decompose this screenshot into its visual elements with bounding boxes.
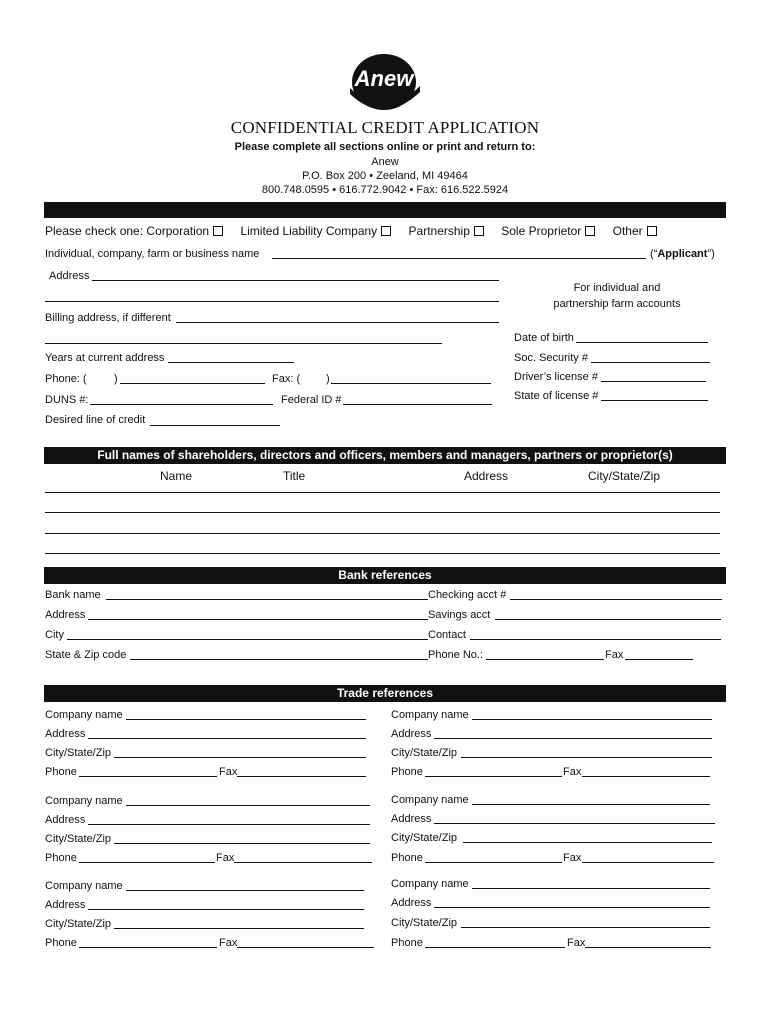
trade-5-address-field[interactable] <box>88 909 364 910</box>
trade-1-phone-label: Phone <box>45 766 77 778</box>
trade-3-phone-field[interactable] <box>79 862 215 863</box>
years-label: Years at current address <box>45 352 165 364</box>
trade-2-city-label: City/State/Zip <box>391 747 458 759</box>
years-field[interactable] <box>168 362 294 363</box>
bank-phone-field[interactable] <box>486 659 604 660</box>
state-license-field[interactable] <box>601 400 708 401</box>
column-title: Title <box>283 469 306 483</box>
trade-6-address-label: Address <box>391 897 432 909</box>
entity-option-sole-proprietor: Sole Proprietor <box>501 224 582 238</box>
entity-option-llc: Limited Liability Company <box>240 224 378 238</box>
trade-2-phone-field[interactable] <box>425 776 562 777</box>
trade-3-city-field[interactable] <box>114 843 370 844</box>
trade-4-company-field[interactable] <box>472 804 710 805</box>
trade-4-phone-label: Phone <box>391 852 423 864</box>
bank-state-zip-field[interactable] <box>130 659 428 660</box>
trade-2-company-field[interactable] <box>472 719 712 720</box>
trade-6-fax-label: Fax <box>567 937 586 949</box>
bank-fax-label: Fax <box>605 649 624 661</box>
trade-6-city-field[interactable] <box>461 927 710 928</box>
officer-row-2[interactable] <box>45 512 720 513</box>
bank-state-zip-label: State & Zip code <box>45 649 127 661</box>
checkbox-partnership[interactable] <box>474 226 484 236</box>
company-address: P.O. Box 200 • Zeeland, MI 49464 <box>302 170 468 182</box>
federal-id-label: Federal ID # <box>281 394 342 406</box>
trade-1-fax-field[interactable] <box>237 776 366 777</box>
state-license-label: State of license # <box>514 390 599 402</box>
phone-field[interactable] <box>120 383 265 384</box>
anew-logo <box>340 52 422 120</box>
entity-option-other: Other <box>612 224 643 238</box>
trade-6-fax-field[interactable] <box>585 947 711 948</box>
trade-1-city-label: City/State/Zip <box>45 747 112 759</box>
trade-3-city-label: City/State/Zip <box>45 833 112 845</box>
bank-header: Bank references <box>44 567 726 584</box>
trade-1-city-field[interactable] <box>114 757 366 758</box>
trade-5-address-label: Address <box>45 899 86 911</box>
checkbox-sole-proprietor[interactable] <box>585 226 595 236</box>
trade-4-address-field[interactable] <box>434 823 715 824</box>
trade-6-company-field[interactable] <box>472 888 710 889</box>
trade-5-city-label: City/State/Zip <box>45 918 112 930</box>
trade-5-city-field[interactable] <box>114 928 364 929</box>
instructions: Please complete all sections online or print and return to: <box>234 141 536 153</box>
trade-3-company-label: Company name <box>45 795 123 807</box>
checkbox-other[interactable] <box>647 226 657 236</box>
company-phones: 800.748.0595 • 616.772.9042 • Fax: 616.522.5924 <box>261 184 509 196</box>
trade-1-company-label: Company name <box>45 709 123 721</box>
trade-6-company-label: Company name <box>391 878 469 890</box>
section-divider <box>44 202 726 218</box>
trade-4-fax-label: Fax <box>563 852 582 864</box>
bank-address-field[interactable] <box>88 619 428 620</box>
trade-4-city-label: City/State/Zip <box>391 832 458 844</box>
trade-1-phone-field[interactable] <box>79 776 217 777</box>
trade-5-phone-field[interactable] <box>79 947 217 948</box>
ssn-label: Soc. Security # <box>514 352 588 364</box>
trade-5-fax-field[interactable] <box>237 947 374 948</box>
bank-city-field[interactable] <box>67 639 428 640</box>
trade-2-fax-field[interactable] <box>582 776 710 777</box>
fax-field[interactable] <box>331 383 491 384</box>
contact-label: Contact <box>428 629 466 641</box>
business-name-field[interactable] <box>272 258 646 259</box>
trade-2-address-field[interactable] <box>434 738 712 739</box>
bank-address-label: Address <box>45 609 86 621</box>
trade-2-fax-label: Fax <box>563 766 582 778</box>
duns-field[interactable] <box>90 404 273 405</box>
officer-row-4[interactable] <box>45 553 720 554</box>
drivers-license-label: Driver’s license # <box>514 371 598 383</box>
trade-2-phone-label: Phone <box>391 766 423 778</box>
trade-2-company-label: Company name <box>391 709 469 721</box>
trade-4-phone-field[interactable] <box>425 862 562 863</box>
column-city-state-zip: City/State/Zip <box>588 469 661 483</box>
ssn-field[interactable] <box>591 362 710 363</box>
trade-3-fax-field[interactable] <box>234 862 372 863</box>
checkbox-llc[interactable] <box>381 226 391 236</box>
credit-line-label: Desired line of credit <box>45 414 146 426</box>
savings-label: Savings acct <box>428 609 491 621</box>
checking-field[interactable] <box>510 599 722 600</box>
logo-graphic <box>340 52 422 120</box>
duns-label: DUNS #: <box>45 394 89 406</box>
trade-5-fax-label: Fax <box>219 937 238 949</box>
bank-phone-label: Phone No.: <box>428 649 484 661</box>
applicant-tag: (“Applicant”) <box>650 248 715 260</box>
farm-note-1: For individual and <box>573 282 661 294</box>
bank-city-label: City <box>45 629 64 641</box>
contact-field[interactable] <box>470 639 721 640</box>
bank-name-label: Bank name <box>45 589 101 601</box>
trade-1-address-field[interactable] <box>88 738 366 739</box>
bank-fax-field[interactable] <box>625 659 693 660</box>
billing-address-label: Billing address, if different <box>45 312 171 324</box>
billing-address-field-1[interactable] <box>176 322 499 323</box>
trade-header: Trade references <box>44 685 726 702</box>
savings-field[interactable] <box>495 619 721 620</box>
trade-5-phone-label: Phone <box>45 937 77 949</box>
officers-header: Full names of shareholders, directors and officers, members and managers, partners or proprietor(s) <box>44 447 726 464</box>
trade-6-address-field[interactable] <box>434 907 710 908</box>
phone-paren: ) <box>114 373 118 385</box>
officer-row-3[interactable] <box>45 533 720 534</box>
bank-name-field[interactable] <box>106 599 428 600</box>
trade-5-company-label: Company name <box>45 880 123 892</box>
federal-id-field[interactable] <box>343 404 492 405</box>
company-name: Anew <box>371 156 399 168</box>
trade-6-phone-label: Phone <box>391 937 423 949</box>
trade-1-fax-label: Fax <box>219 766 238 778</box>
trade-4-company-label: Company name <box>391 794 469 806</box>
entity-type-row <box>45 224 657 238</box>
address-label: Address <box>49 270 90 282</box>
farm-note-2: partnership farm accounts <box>553 298 681 310</box>
trade-2-city-field[interactable] <box>461 757 712 758</box>
logo-text: Anew <box>354 66 414 91</box>
trade-3-address-field[interactable] <box>88 824 370 825</box>
trade-2-address-label: Address <box>391 728 432 740</box>
trade-6-city-label: City/State/Zip <box>391 917 458 929</box>
page-title: CONFIDENTIAL CREDIT APPLICATION <box>230 118 540 137</box>
trade-3-phone-label: Phone <box>45 852 77 864</box>
address-field-2[interactable] <box>45 301 499 302</box>
fax-label: Fax: ( <box>272 373 301 385</box>
trade-4-city-field[interactable] <box>463 842 712 843</box>
trade-3-address-label: Address <box>45 814 86 826</box>
officer-row-1[interactable] <box>45 492 720 493</box>
trade-4-address-label: Address <box>391 813 432 825</box>
address-field-1[interactable] <box>92 280 499 281</box>
trade-3-company-field[interactable] <box>126 805 370 806</box>
trade-1-address-label: Address <box>45 728 86 740</box>
trade-5-company-field[interactable] <box>126 890 364 891</box>
dob-label: Date of birth <box>514 332 574 344</box>
billing-address-field-2[interactable] <box>45 343 442 344</box>
column-name: Name <box>160 469 193 483</box>
credit-line-field[interactable] <box>150 425 280 426</box>
trade-6-phone-field[interactable] <box>425 947 565 948</box>
business-name-label: Individual, company, farm or business name <box>45 248 260 260</box>
column-address: Address <box>464 469 509 483</box>
fax-paren: ) <box>326 373 330 385</box>
dob-field[interactable] <box>576 342 708 343</box>
trade-1-company-field[interactable] <box>126 719 366 720</box>
trade-4-fax-field[interactable] <box>582 862 714 863</box>
checking-label: Checking acct # <box>428 589 507 601</box>
phone-label: Phone: ( <box>45 373 87 385</box>
trade-3-fax-label: Fax <box>216 852 235 864</box>
checkbox-corporation[interactable] <box>213 226 223 236</box>
entity-prompt: Please check one: Corporation <box>45 224 210 238</box>
entity-option-partnership: Partnership <box>408 224 470 238</box>
drivers-license-field[interactable] <box>601 381 706 382</box>
